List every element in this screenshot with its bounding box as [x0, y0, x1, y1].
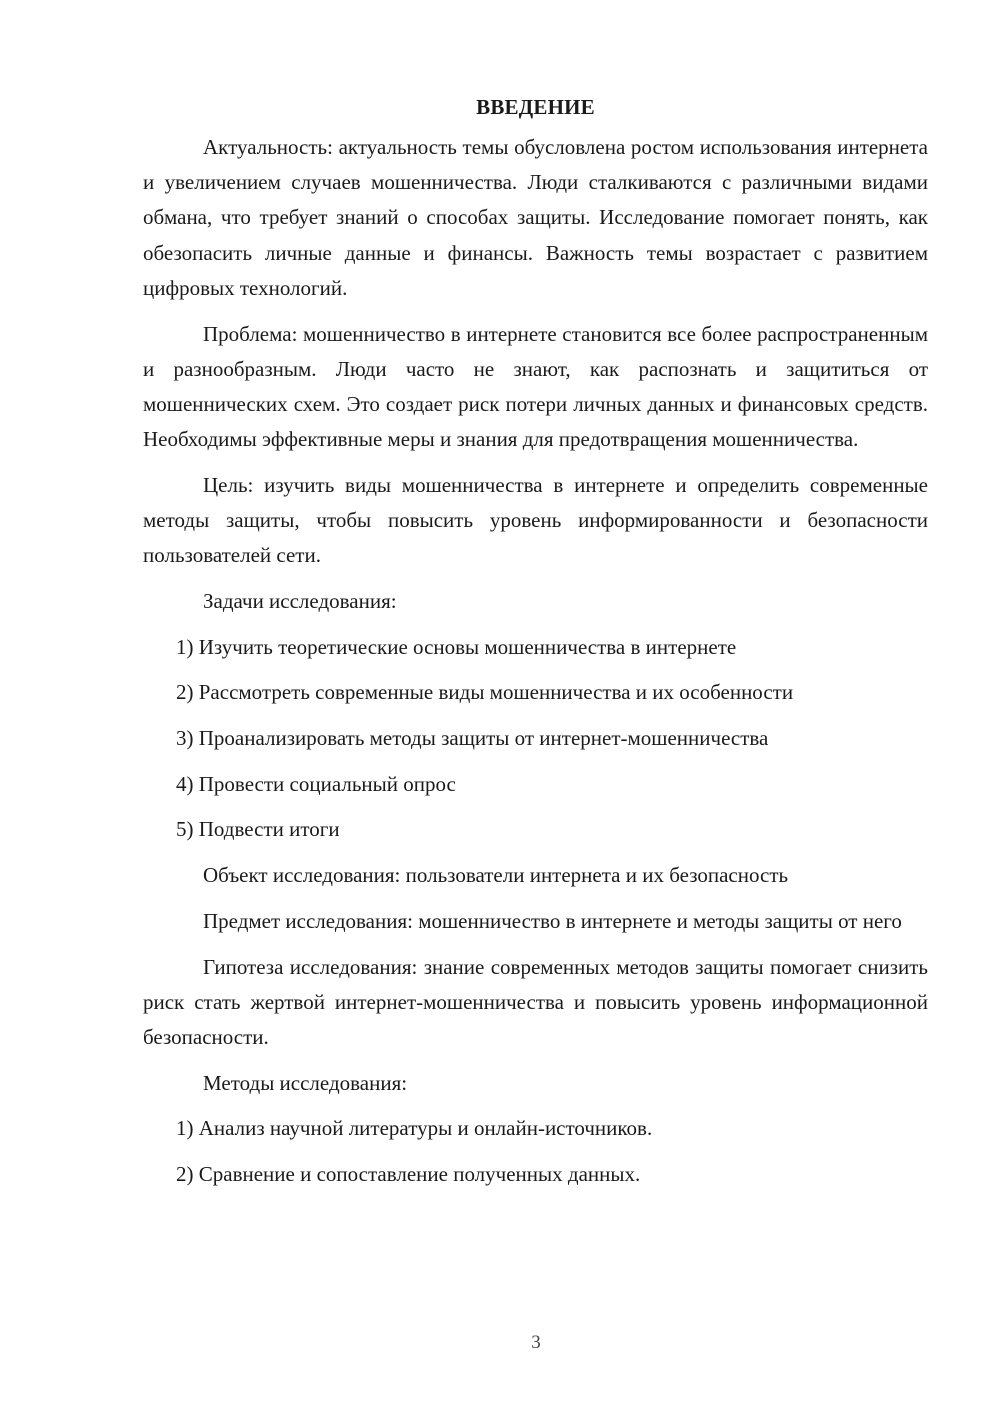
document-page [143, 90, 928, 1203]
page-number: 3 [531, 1332, 541, 1353]
goal-paragraph: Цель: изучить виды мошенничества в интернете и определить современные методы защиты, чтобы повысить уровень информированности и безопасности пользователей сети. [143, 472, 928, 568]
task-item: 2) Рассмотреть современные виды мошенничества и их особенности [176, 680, 794, 705]
method-item: 1) Анализ научной литературы и онлайн-источников. [176, 1116, 653, 1141]
task-item: 1) Изучить теоретические основы мошенничества в интернете [176, 634, 737, 659]
object-paragraph: Объект исследования: пользователи интернета и их безопасность [203, 863, 789, 888]
tasks-heading: Задачи исследования: [203, 588, 397, 613]
task-item: 3) Проанализировать методы защиты от интернет-мошенничества [176, 726, 769, 751]
task-item: 5) Подвести итоги [176, 817, 340, 842]
problem-paragraph: Проблема: мошенничество в интернете становится все более распространенным и разнообразным. Люди часто не знают, как распознать и защититься от мошеннических схем. Это создает риск потери личных данных и финансовых средств. Необходимы эффективные меры и знания для предотвращения мошенничества. [143, 321, 928, 452]
task-item: 4) Провести социальный опрос [176, 771, 456, 796]
hypothesis-paragraph: Гипотеза исследования: знание современных методов защиты помогает снизить риск стать жертвой интернет-мошенничества и повысить уровень информационной безопасности. [143, 954, 928, 1049]
subject-paragraph: Предмет исследования: мошенничество в интернете и методы защиты от него [203, 908, 902, 933]
methods-heading: Методы исследования: [203, 1070, 408, 1095]
section-title: ВВЕДЕНИЕ [476, 95, 595, 119]
relevance-paragraph: Актуальность: актуальность темы обусловлена ростом использования интернета и увеличением случаев мошенничества. Люди сталкиваются с различными видами обмана, что требует знаний о способах защиты. Исследование помогает понять, как обезопасить личные данные и финансы. Важность темы возрастает с развитием цифровых технологий. [143, 135, 928, 300]
method-item: 2) Сравнение и сопоставление полученных данных. [176, 1162, 641, 1187]
